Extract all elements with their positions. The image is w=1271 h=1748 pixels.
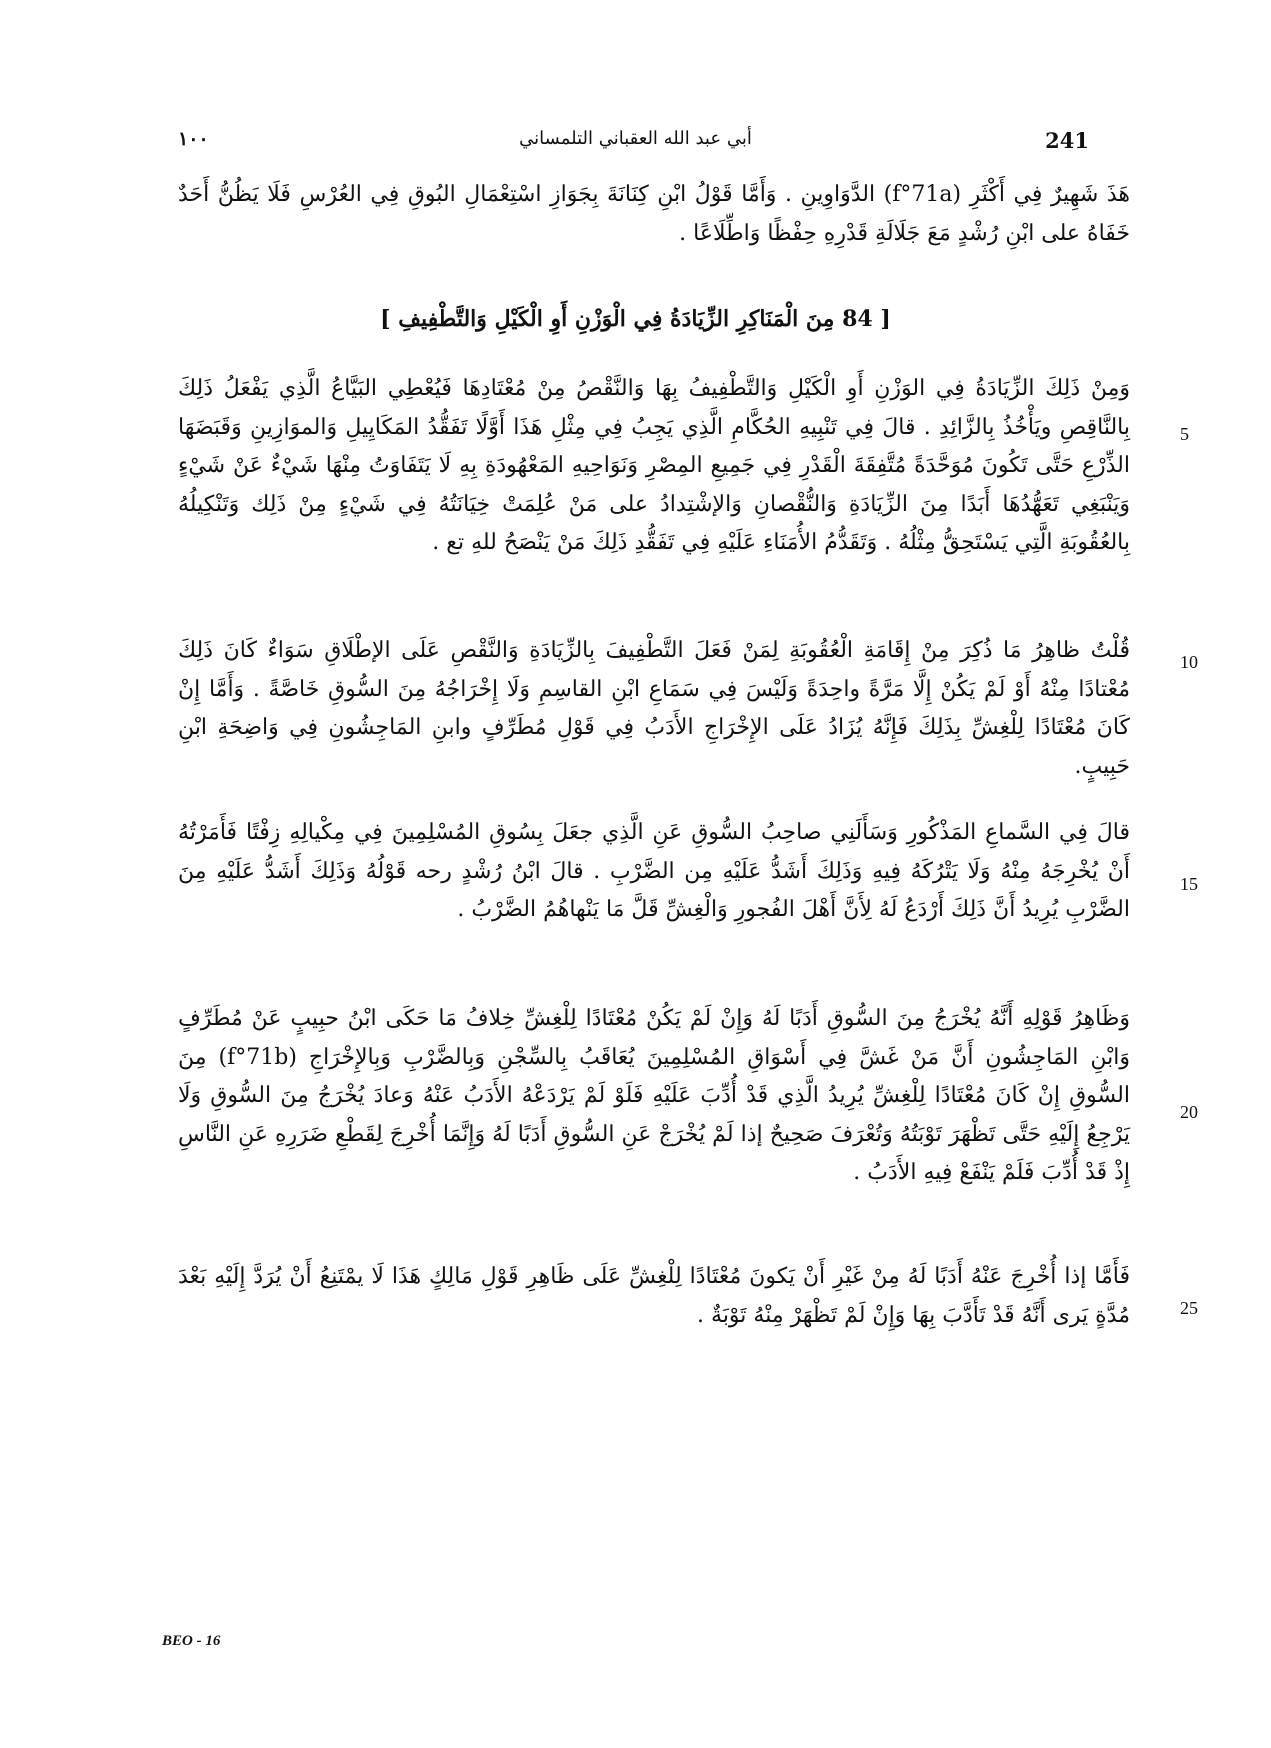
- paragraph-1: [178, 176, 1130, 253]
- paragraph-4: [178, 814, 1130, 930]
- line-number-15: 15: [1180, 874, 1198, 894]
- paragraph-text: وَظَاهِرُ قَوْلِهِ أَنَّهُ يُخْرَجُ مِنَ السُّوقِ أَدَبًا لَهُ وَإِنْ لَمْ يَكُنْ مُعْتَادًا لِلْغِشِّ خِلافُ مَا حَكَى ابْنُ حبِيبٍ عَنْ مُطَرِّفٍ وَابْنِ المَاجِشُونِ أَنَّ مَنْ غَشَّ فِي أَسْوَاقِ المُسْلِمِينَ يُعَاقَبُ بِالسِّجْنِ وَبِالضَّرْبِ وَبِالإِخْرَاجِ (f°71b) مِنَ السُّوقِ إِنْ كَانَ مُعْتَادًا لِلْغِشِّ يُرِيدُ الَّذِي قَدْ أُدِّبَ عَلَيْهِ فَلَوْ لَمْ يَرْدَعْهُ الأَدَبُ عَنْهُ وَعادَ يُخْرَجُ مِنَ السُّوقِ وَلَا يَرْجِعُ إِلَيْهِ حَتَّى تَظْهَرَ تَوْبَتُهُ وَتُعْرَفَ صَحِيحٌ إذا لَمْ يُخْرَجْ عَنِ السُّوقِ أَدَبًا لَهُ وَإِنَّمَا أُخْرِجَ لِقَطْعِ ضَرَرِهِ عَنِ النَّاسِ إِذْ قَدْ أُدِّبَ فَلَمْ يَنْفَعْ فِيهِ الأَدَبُ .: [178, 1006, 1131, 1185]
- running-title: أبي عبد الله العقباني التلمساني: [519, 128, 752, 149]
- line-number-10: 10: [1180, 652, 1198, 672]
- paragraph-text: وَمِنْ ذَلِكَ الزِّيَادَةُ فِي الوَزْنِ أَوِ الْكَيْلِ وَالتَّطْفِيفُ بِهَا وَالنَّقْصُ مِنْ مُعْتَادِهَا فَيُعْطِي البَيَّاعُ الَّذِي يَفْعَلُ ذَلِكَ بِالنَّاقِصِ ويَأْخُذُ بِالزَّائِدِ . قالَ فِي تَنْبِيهِ الحُكَّامِ الَّذِي يَجِبُ فِي مِثْلِ هَذَا أَوَّلًا تَفَقُّدُ المَكَايِيلِ وَالموَازِينِ وَقَبَضَهَا الذِّرْعِ حَتَّى تَكُونَ مُوَحَّدَةً مُتَّفِقَةَ الْقَدْرِ فِي جَمِيعِ المِصْرِ وَنَوَاحِيهِ المَعْهُودَةِ بِهِ لَا يَتَفَاوَتُ مِنْهَا شَيْءٌ عَنْ شَيْءٍ وَيَنْبَغِي تَعَهُّدُهَا أَبَدًا مِنَ الزِّيَادَةِ وَالنُّقْصانِ وَالإشْتِدادُ على مَنْ عُلِمَتْ خِيَانَتُهُ فِي شَيْءٍ مِنْ ذَلِك وَتَنْكِيلُهُ بِالعُقُوبَةِ الَّتِي يَسْتَحِقُّ مِثْلُهُ . وَتَقَدُّمُ الأُمَنَاءِ عَلَيْهِ فِي تَفَقُّدِ ذَلِكَ مَنْ يَنْصَحُ للهِ تع .: [178, 376, 1130, 555]
- paragraph-6: [178, 1258, 1130, 1335]
- paragraph-3: [178, 632, 1130, 786]
- section-heading: [ 84 مِنَ الْمَنَاكِرِ الزِّيَادَةُ فِي الْوَزْنِ أَوِ الْكَيْلِ وَالتَّطْفِيفِ ]: [380, 306, 891, 332]
- line-number-25: 25: [1180, 1298, 1198, 1318]
- paragraph-5: [178, 1000, 1130, 1193]
- page-number: 241: [1045, 128, 1089, 153]
- paragraph-text: قُلْتُ ظاهِرُ مَا ذُكِرَ مِنْ إِقَامَةِ الْعُقُوبَةِ لِمَنْ فَعَلَ التَّطْفِيفَ بِالزِّيَادَةِ وَالنَّقْصِ عَلَى الإطْلَاقِ سَوَاءٌ كَانَ ذَلِكَ مُعْتادًا مِنْهُ أَوْ لَمْ يَكُنْ إِلَّا مَرَّةً واحِدَةً وَلَيْسَ فِي سَمَاعِ ابْنِ القاسِمِ وَلَا إِخْرَاجُهُ مِنَ السُّوقِ خَاصَّةً . وَأَمَّا إِنْ كَانَ مُعْتَادًا لِلْغِشِّ بِذَلِكَ فَإِنَّهُ يُزَادُ عَلَى الإِخْرَاجِ الأَدَبُ فِي قَوْلِ مُطَرِّفٍ وابنِ المَاجِشُونِ فِي وَاضِحَةِ ابْنِ حَبِيبٍ.: [178, 638, 1130, 779]
- line-number-20: 20: [1180, 1102, 1198, 1122]
- paragraph-text: هَذَ شَهِيرٌ فِي أَكْثَرِ (f°71a) الدَّوَاوِينِ . وَأَمَّا قَوْلُ ابْنِ كِنَانَةَ بِجَوَازِ اسْتِعْمَالِ البُوقِ فِي العُرْسِ فَلَا يَظُنُّ أَحَدٌ خَفَاهُ على ابْنِ رُشْدٍ مَعَ جَلَالَةِ قَدْرِهِ حِفْظًا وَاطِّلَاعًا .: [178, 182, 1131, 246]
- paragraph-text: قالَ فِي السَّماعِ المَذْكُورِ وَسَأَلَنِي صاحِبُ السُّوقِ عَنِ الَّذِي جعَلَ بِسُوقِ المُسْلِمِينَ فِي مِكْيالِهِ زِفْتًا فَأَمَرْتُهُ أَنْ يُخْرِجَهُ مِنْهُ وَلَا يَتْرُكَهُ فِيهِ وَذَلِكَ أَشَدُّ عَلَيْهِ مِن الضَّرْبِ . قالَ ابْنُ رُشْدٍ رحه قَوْلُهُ وَذَلِكَ أَشَدُّ عَلَيْهِ مِنَ الضَّرْبِ يُرِيدُ أَنَّ ذَلِكَ أَرْدَعُ لَهُ لِأَنَّ أَهْلَ الفُجورِ وَالْغِشِّ قَلَّ مَا يَنْهاهُمُ الضَّرْبُ .: [178, 820, 1130, 922]
- paragraph-text: فَأَمَّا إذا أُخْرِجَ عَنْهُ أَدَبًا لَهُ مِنْ غَيْرِ أَنْ يَكونَ مُعْتَادًا لِلْغِشِّ عَلَى ظَاهِرِ قَوْلِ مَالِكٍ هَذَا لَا يمْتَنِعُ أَنْ يُرَدَّ إِلَيْهِ بَعْدَ مُدَّةٍ يَرى أَنَّهُ قَدْ تَأَدَّبَ بِهَا وَإِنْ لَمْ تَظْهَرْ مِنْهُ تَوْبَةٌ .: [178, 1264, 1130, 1328]
- page-number-arabic: ١٠٠: [178, 128, 209, 150]
- line-number-5: 5: [1180, 424, 1189, 444]
- paragraph-2: [178, 370, 1130, 563]
- footer-signature: BEO - 16: [162, 1633, 221, 1649]
